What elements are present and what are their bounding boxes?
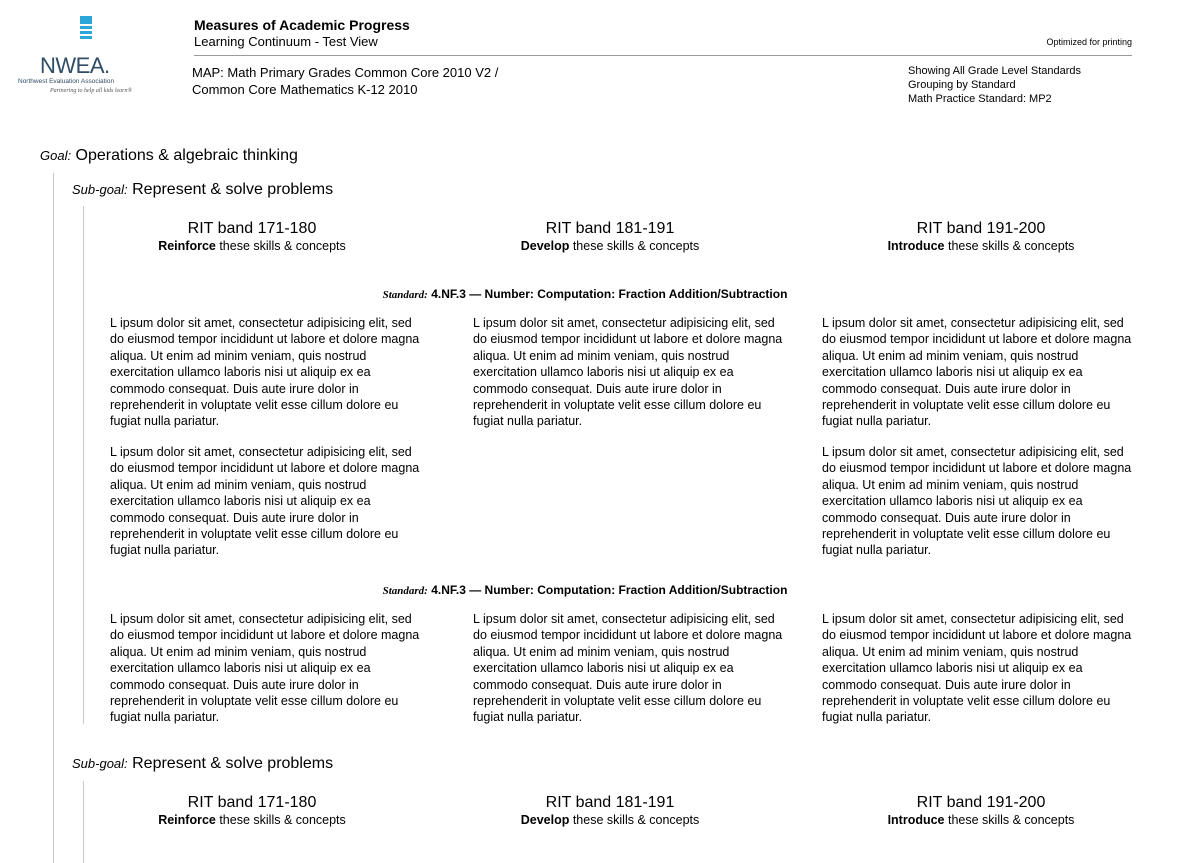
subgoal-indent-rule	[83, 781, 84, 863]
standard-label: Standard:	[382, 585, 428, 597]
rit-band-header	[821, 219, 1141, 254]
rit-band-instruction	[821, 238, 1141, 254]
optimized-note: Optimized for printing	[1046, 37, 1132, 47]
standard-label: Standard:	[382, 289, 428, 301]
skill-description: L ipsum dolor sit amet, consectetur adipisicing elit, sed do eiusmod tempor incididunt ut labore et dolore magna aliqua. Ut enim ad minim veniam, quis nostrud exercitation ullamco laboris nisi ut aliquip ex ea commodo consequat. Duis aute irure dolor in reprehenderit in voluptate velit esse cillum dolore eu fugiat nulla pariatur.	[473, 316, 783, 429]
subgoal-heading	[72, 755, 333, 773]
test-name-line2: Common Core Mathematics K-12 2010	[192, 82, 418, 97]
rit-band-range: RIT band 191-200	[916, 220, 1046, 237]
standard-heading	[0, 287, 1170, 301]
rit-band-header	[92, 219, 412, 254]
skill-description: L ipsum dolor sit amet, consectetur adipisicing elit, sed do eiusmod tempor incididunt ut labore et dolore magna aliqua. Ut enim ad minim veniam, quis nostrud exercitation ullamco laboris nisi ut aliquip ex ea commodo consequat. Duis aute irure dolor in reprehenderit in voluptate velit esse cillum dolore eu fugiat nulla pariatur.	[110, 612, 420, 725]
rit-band-range: RIT band 171-180	[187, 220, 317, 237]
subgoal-label: Sub-goal:	[72, 756, 128, 771]
rit-band-action-rest: these skills & concepts	[569, 239, 700, 253]
rit-band-header	[450, 793, 770, 828]
rit-band-action-rest: these skills & concepts	[944, 239, 1075, 253]
option-grade-standards: Showing All Grade Level Standards	[908, 65, 1082, 77]
subgoal-label: Sub-goal:	[72, 182, 128, 197]
logo-association: Northwest Evaluation Association	[18, 78, 115, 85]
subgoal-heading	[72, 181, 333, 199]
logo-mark-icon	[80, 16, 92, 41]
standard-title: 4.NF.3 — Number: Computation: Fraction Addition/Subtraction	[431, 583, 788, 597]
rit-band-instruction	[821, 812, 1141, 828]
report-title: Measures of Academic Progress	[194, 17, 410, 33]
option-grouping: Grouping by Standard	[908, 79, 1016, 91]
rit-band-action: Introduce	[887, 813, 945, 827]
rit-band-instruction	[450, 812, 770, 828]
rit-band-range: RIT band 191-200	[916, 794, 1046, 811]
subgoal-title: Represent & solve problems	[132, 755, 334, 772]
test-name-line1: MAP: Math Primary Grades Common Core 2010 V2 /	[192, 65, 499, 80]
goal-indent-rule	[53, 173, 54, 863]
test-name	[192, 64, 498, 98]
subgoal-indent-rule	[83, 206, 84, 724]
option-practice-standard: Math Practice Standard: MP2	[908, 93, 1052, 105]
subgoal-title: Represent & solve problems	[132, 181, 334, 198]
rit-band-action: Develop	[520, 813, 570, 827]
skill-description: L ipsum dolor sit amet, consectetur adipisicing elit, sed do eiusmod tempor incididunt ut labore et dolore magna aliqua. Ut enim ad minim veniam, quis nostrud exercitation ullamco laboris nisi ut aliquip ex ea commodo consequat. Duis aute irure dolor in reprehenderit in voluptate velit esse cillum dolore eu fugiat nulla pariatur.	[110, 445, 420, 558]
rit-band-header	[821, 793, 1141, 828]
rit-band-action: Introduce	[887, 239, 945, 253]
rit-band-instruction	[92, 238, 412, 254]
header-divider	[194, 55, 1132, 56]
rit-band-action: Develop	[520, 239, 570, 253]
rit-band-instruction	[450, 238, 770, 254]
logo-tagline: Partnering to help all kids learn®	[50, 88, 133, 94]
rit-band-action-rest: these skills & concepts	[944, 813, 1075, 827]
skill-description: L ipsum dolor sit amet, consectetur adipisicing elit, sed do eiusmod tempor incididunt ut labore et dolore magna aliqua. Ut enim ad minim veniam, quis nostrud exercitation ullamco laboris nisi ut aliquip ex ea commodo consequat. Duis aute irure dolor in reprehenderit in voluptate velit esse cillum dolore eu fugiat nulla pariatur.	[822, 445, 1132, 558]
skill-description: L ipsum dolor sit amet, consectetur adipisicing elit, sed do eiusmod tempor incididunt ut labore et dolore magna aliqua. Ut enim ad minim veniam, quis nostrud exercitation ullamco laboris nisi ut aliquip ex ea commodo consequat. Duis aute irure dolor in reprehenderit in voluptate velit esse cillum dolore eu fugiat nulla pariatur.	[822, 612, 1132, 725]
report-subtitle: Learning Continuum - Test View	[194, 34, 378, 49]
skill-description: L ipsum dolor sit amet, consectetur adipisicing elit, sed do eiusmod tempor incididunt ut labore et dolore magna aliqua. Ut enim ad minim veniam, quis nostrud exercitation ullamco laboris nisi ut aliquip ex ea commodo consequat. Duis aute irure dolor in reprehenderit in voluptate velit esse cillum dolore eu fugiat nulla pariatur.	[822, 316, 1132, 429]
nwea-logo	[16, 16, 156, 94]
report-options	[908, 64, 1081, 106]
rit-band-range: RIT band 181-191	[545, 220, 675, 237]
rit-band-header	[92, 793, 412, 828]
skill-description: L ipsum dolor sit amet, consectetur adipisicing elit, sed do eiusmod tempor incididunt ut labore et dolore magna aliqua. Ut enim ad minim veniam, quis nostrud exercitation ullamco laboris nisi ut aliquip ex ea commodo consequat. Duis aute irure dolor in reprehenderit in voluptate velit esse cillum dolore eu fugiat nulla pariatur.	[110, 316, 420, 429]
rit-band-action-rest: these skills & concepts	[569, 813, 700, 827]
goal-label: Goal:	[40, 148, 72, 163]
rit-band-header	[450, 219, 770, 254]
skill-description: L ipsum dolor sit amet, consectetur adipisicing elit, sed do eiusmod tempor incididunt ut labore et dolore magna aliqua. Ut enim ad minim veniam, quis nostrud exercitation ullamco laboris nisi ut aliquip ex ea commodo consequat. Duis aute irure dolor in reprehenderit in voluptate velit esse cillum dolore eu fugiat nulla pariatur.	[473, 612, 783, 725]
rit-band-action: Reinforce	[158, 813, 216, 827]
standard-title: 4.NF.3 — Number: Computation: Fraction Addition/Subtraction	[431, 287, 788, 301]
rit-band-range: RIT band 171-180	[187, 794, 317, 811]
rit-band-action-rest: these skills & concepts	[215, 813, 346, 827]
standard-heading	[0, 583, 1170, 597]
rit-band-range: RIT band 181-191	[545, 794, 675, 811]
rit-band-action-rest: these skills & concepts	[215, 239, 346, 253]
logo-name: NWEA.	[40, 53, 110, 78]
rit-band-instruction	[92, 812, 412, 828]
goal-heading	[40, 147, 298, 165]
goal-title: Operations & algebraic thinking	[75, 147, 298, 164]
rit-band-action: Reinforce	[158, 239, 216, 253]
